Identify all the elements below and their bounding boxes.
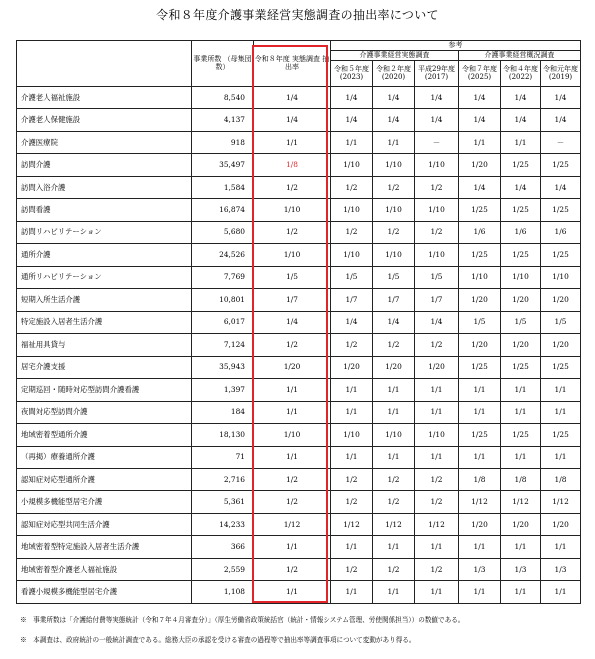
jittai-rate-cell: 1/10	[373, 424, 415, 446]
facility-count-cell: 7,769	[192, 266, 254, 288]
facility-count-cell: 35,943	[192, 356, 254, 378]
table-row	[17, 131, 581, 153]
jittai-rate-cell: 1/2	[373, 558, 415, 580]
gaikyo-rate-cell: 1/6	[501, 221, 541, 243]
gaikyo-rate-cell: 1/10	[459, 266, 501, 288]
gaikyo-rate-cell: 1/4	[501, 87, 541, 109]
gaikyo-rate-cell: 1/5	[501, 311, 541, 333]
jittai-rate-cell: 1/2	[331, 491, 373, 513]
gaikyo-rate-cell: 1/12	[459, 491, 501, 513]
table-row	[17, 446, 581, 468]
page-title: 令和８年度介護事業経営実態調査の抽出率について	[156, 8, 439, 22]
jittai-rate-cell: 1/1	[373, 581, 415, 604]
jittai-rate-cell: 1/4	[415, 109, 459, 131]
service-name-cell: 定期巡回・随時対応型訪問介護看護	[17, 379, 192, 401]
gaikyo-rate-cell: 1/25	[541, 356, 581, 378]
facility-count-cell: 366	[192, 536, 254, 558]
jittai-rate-cell: 1/2	[415, 334, 459, 356]
table-row	[17, 401, 581, 423]
jittai-rate-cell: 1/1	[331, 379, 373, 401]
gaikyo-rate-cell: 1/25	[501, 154, 541, 176]
facility-count-cell: 2,716	[192, 468, 254, 490]
header-gaikyo-survey: 介護事業経営概況調査	[459, 51, 581, 61]
gaikyo-rate-cell: 1/25	[541, 199, 581, 221]
service-name-cell: 通所リハビリテーション	[17, 266, 192, 288]
gaikyo-rate-cell: 1/4	[459, 109, 501, 131]
jittai-rate-cell: 1/1	[373, 379, 415, 401]
gaikyo-rate-cell: 1/1	[501, 581, 541, 604]
jittai-rate-cell: 1/1	[373, 131, 415, 153]
jittai-rate-cell: 1/1	[373, 536, 415, 558]
table-row	[17, 221, 581, 243]
gaikyo-rate-cell: 1/3	[459, 558, 501, 580]
jittai-rate-cell: 1/4	[331, 87, 373, 109]
jittai-rate-cell: 1/2	[331, 468, 373, 490]
jittai-rate-cell: 1/1	[415, 401, 459, 423]
r8-rate-cell: 1/4	[254, 87, 331, 109]
r8-rate-cell: 1/20	[254, 356, 331, 378]
facility-count-cell: 10,801	[192, 289, 254, 311]
gaikyo-rate-cell: 1/4	[459, 87, 501, 109]
r8-rate-cell: 1/1	[254, 581, 331, 604]
header-gaikyo-year: 令和４年度 (2022)	[501, 61, 541, 87]
jittai-rate-cell: 1/1	[415, 581, 459, 604]
r8-rate-cell: 1/10	[254, 424, 331, 446]
gaikyo-rate-cell: 1/3	[501, 558, 541, 580]
jittai-rate-cell: 1/4	[331, 109, 373, 131]
gaikyo-rate-cell: 1/1	[459, 401, 501, 423]
r8-rate-cell: 1/4	[254, 311, 331, 333]
table-row	[17, 154, 581, 176]
jittai-rate-cell: 1/10	[415, 199, 459, 221]
jittai-rate-cell: 1/5	[373, 266, 415, 288]
jittai-rate-cell: 1/4	[373, 87, 415, 109]
service-name-cell: （再掲）療養通所介護	[17, 446, 192, 468]
jittai-rate-cell: 1/10	[373, 199, 415, 221]
r8-rate-cell: 1/2	[254, 558, 331, 580]
table-row	[17, 558, 581, 580]
r8-rate-cell: 1/5	[254, 266, 331, 288]
gaikyo-rate-cell: 1/20	[541, 289, 581, 311]
facility-count-cell: 5,680	[192, 221, 254, 243]
jittai-rate-cell: 1/2	[373, 176, 415, 198]
facility-count-cell: 6,017	[192, 311, 254, 333]
facility-count-cell: 7,124	[192, 334, 254, 356]
jittai-rate-cell: 1/2	[331, 558, 373, 580]
gaikyo-rate-cell: 1/25	[541, 244, 581, 266]
gaikyo-rate-cell: 1/1	[541, 379, 581, 401]
jittai-rate-cell: 1/2	[331, 221, 373, 243]
jittai-rate-cell: 1/7	[331, 289, 373, 311]
jittai-rate-cell: 1/1	[415, 446, 459, 468]
service-name-cell: 介護医療院	[17, 131, 192, 153]
facility-count-cell: 1,108	[192, 581, 254, 604]
service-name-cell: 通所介護	[17, 244, 192, 266]
table-row	[17, 468, 581, 490]
jittai-rate-cell: 1/5	[415, 266, 459, 288]
sampling-rate-table	[16, 40, 581, 604]
jittai-rate-cell: 1/2	[373, 468, 415, 490]
gaikyo-rate-cell: 1/25	[459, 199, 501, 221]
jittai-rate-cell: 1/1	[415, 379, 459, 401]
table-row	[17, 199, 581, 221]
facility-count-cell: 16,874	[192, 199, 254, 221]
gaikyo-rate-cell: 1/1	[459, 379, 501, 401]
jittai-rate-cell: 1/2	[415, 176, 459, 198]
facility-count-cell: 184	[192, 401, 254, 423]
gaikyo-rate-cell: 1/1	[501, 379, 541, 401]
jittai-rate-cell: 1/7	[415, 289, 459, 311]
facility-count-cell: 2,559	[192, 558, 254, 580]
gaikyo-rate-cell: 1/1	[501, 131, 541, 153]
gaikyo-rate-cell: 1/1	[541, 536, 581, 558]
jittai-rate-cell: 1/10	[373, 154, 415, 176]
header-jittai-survey: 介護事業経営実態調査	[331, 51, 459, 61]
gaikyo-rate-cell: 1/20	[541, 513, 581, 535]
jittai-rate-cell: 1/2	[415, 558, 459, 580]
gaikyo-rate-cell: 1/5	[459, 311, 501, 333]
table-row	[17, 536, 581, 558]
gaikyo-rate-cell: 1/25	[501, 199, 541, 221]
service-name-cell: 福祉用具貸与	[17, 334, 192, 356]
service-name-cell: 居宅介護支援	[17, 356, 192, 378]
r8-rate-cell: 1/1	[254, 379, 331, 401]
table-row	[17, 289, 581, 311]
table-body	[17, 87, 581, 604]
gaikyo-rate-cell: 1/4	[501, 176, 541, 198]
facility-count-cell: 14,233	[192, 513, 254, 535]
facility-count-cell: 18,130	[192, 424, 254, 446]
gaikyo-rate-cell: 1/20	[501, 334, 541, 356]
jittai-rate-cell: 1/2	[373, 221, 415, 243]
jittai-rate-cell: 1/1	[415, 536, 459, 558]
gaikyo-rate-cell: 1/1	[459, 581, 501, 604]
gaikyo-rate-cell: 1/6	[541, 221, 581, 243]
gaikyo-rate-cell: 1/8	[541, 468, 581, 490]
r8-rate-cell: 1/2	[254, 176, 331, 198]
jittai-rate-cell: 1/10	[415, 244, 459, 266]
jittai-rate-cell: 1/10	[331, 154, 373, 176]
jittai-rate-cell: 1/10	[331, 424, 373, 446]
gaikyo-rate-cell: 1/1	[459, 131, 501, 153]
gaikyo-rate-cell: 1/1	[541, 401, 581, 423]
jittai-rate-cell: 1/10	[415, 154, 459, 176]
gaikyo-rate-cell: 1/25	[541, 424, 581, 446]
service-name-cell: 訪問入浴介護	[17, 176, 192, 198]
gaikyo-rate-cell: 1/25	[459, 244, 501, 266]
gaikyo-rate-cell: 1/20	[459, 154, 501, 176]
table-row	[17, 334, 581, 356]
service-name-cell: 介護老人福祉施設	[17, 87, 192, 109]
table-row	[17, 424, 581, 446]
r8-rate-cell: 1/12	[254, 513, 331, 535]
jittai-rate-cell: 1/4	[373, 311, 415, 333]
jittai-rate-cell: 1/10	[373, 244, 415, 266]
jittai-rate-cell: 1/2	[373, 491, 415, 513]
facility-count-cell: 1,584	[192, 176, 254, 198]
jittai-rate-cell: 1/4	[373, 109, 415, 131]
table-row	[17, 87, 581, 109]
jittai-rate-cell: 1/12	[415, 513, 459, 535]
header-r8-sampling-rate: 令和８年度 実態調査 抽出率	[254, 41, 331, 87]
table-row	[17, 311, 581, 333]
gaikyo-rate-cell: 1/3	[541, 558, 581, 580]
jittai-rate-cell: －	[415, 131, 459, 153]
table-row	[17, 491, 581, 513]
footnote: ※ 事業所数は「介護給付費等実態統計（令和７年４月審査分）」（厚生労働省政策統括官（統計・情報システム管理、労使関係担当））の数値である。	[20, 616, 465, 624]
facility-count-cell: 4,137	[192, 109, 254, 131]
jittai-rate-cell: 1/20	[373, 356, 415, 378]
gaikyo-rate-cell: 1/25	[541, 154, 581, 176]
gaikyo-rate-cell: 1/25	[501, 356, 541, 378]
jittai-rate-cell: 1/10	[331, 199, 373, 221]
service-name-cell: 地域密着型通所介護	[17, 424, 192, 446]
table-row	[17, 266, 581, 288]
facility-count-cell: 8,540	[192, 87, 254, 109]
jittai-rate-cell: 1/10	[415, 424, 459, 446]
service-name-cell: 看護小規模多機能型居宅介護	[17, 581, 192, 604]
r8-rate-cell: 1/10	[254, 244, 331, 266]
facility-count-cell: 24,526	[192, 244, 254, 266]
gaikyo-rate-cell: 1/1	[541, 581, 581, 604]
table-row	[17, 379, 581, 401]
jittai-rate-cell: 1/2	[373, 334, 415, 356]
jittai-rate-cell: 1/2	[415, 221, 459, 243]
header-jittai-year: 平成29年度 (2017)	[415, 61, 459, 87]
r8-rate-cell: 1/1	[254, 446, 331, 468]
gaikyo-rate-cell: 1/5	[541, 311, 581, 333]
table-row	[17, 109, 581, 131]
jittai-rate-cell: 1/12	[331, 513, 373, 535]
jittai-rate-cell: 1/2	[331, 334, 373, 356]
gaikyo-rate-cell: 1/4	[541, 176, 581, 198]
header-jittai-year: 令和５年度 (2023)	[331, 61, 373, 87]
facility-count-cell: 1,397	[192, 379, 254, 401]
header-service-name	[17, 41, 192, 87]
facility-count-cell: 71	[192, 446, 254, 468]
table-row	[17, 176, 581, 198]
jittai-rate-cell: 1/4	[415, 87, 459, 109]
service-name-cell: 訪問看護	[17, 199, 192, 221]
service-name-cell: 認知症対応型通所介護	[17, 468, 192, 490]
r8-rate-cell: 1/10	[254, 199, 331, 221]
jittai-rate-cell: 1/1	[373, 446, 415, 468]
service-name-cell: 地域密着型特定施設入居者生活介護	[17, 536, 192, 558]
gaikyo-rate-cell: 1/1	[501, 446, 541, 468]
jittai-rate-cell: 1/1	[331, 581, 373, 604]
gaikyo-rate-cell: 1/1	[541, 446, 581, 468]
gaikyo-rate-cell: 1/20	[459, 289, 501, 311]
gaikyo-rate-cell: 1/6	[459, 221, 501, 243]
table-row	[17, 244, 581, 266]
r8-rate-cell: 1/2	[254, 334, 331, 356]
service-name-cell: 訪問介護	[17, 154, 192, 176]
jittai-rate-cell: 1/2	[415, 491, 459, 513]
jittai-rate-cell: 1/2	[415, 468, 459, 490]
r8-rate-cell: 1/2	[254, 221, 331, 243]
r8-rate-cell: 1/2	[254, 491, 331, 513]
service-name-cell: 短期入所生活介護	[17, 289, 192, 311]
gaikyo-rate-cell: 1/25	[501, 244, 541, 266]
gaikyo-rate-cell: 1/20	[501, 513, 541, 535]
gaikyo-rate-cell: 1/20	[459, 334, 501, 356]
gaikyo-rate-cell: 1/8	[459, 468, 501, 490]
gaikyo-rate-cell: 1/8	[501, 468, 541, 490]
gaikyo-rate-cell: 1/1	[501, 401, 541, 423]
service-name-cell: 小規模多機能型居宅介護	[17, 491, 192, 513]
jittai-rate-cell: 1/12	[373, 513, 415, 535]
r8-rate-cell: 1/7	[254, 289, 331, 311]
gaikyo-rate-cell: 1/1	[459, 536, 501, 558]
gaikyo-rate-cell: 1/4	[501, 109, 541, 131]
gaikyo-rate-cell: 1/12	[541, 491, 581, 513]
gaikyo-rate-cell: 1/1	[459, 446, 501, 468]
facility-count-cell: 918	[192, 131, 254, 153]
r8-rate-cell: 1/1	[254, 131, 331, 153]
facility-count-cell: 35,497	[192, 154, 254, 176]
gaikyo-rate-cell: －	[541, 131, 581, 153]
jittai-rate-cell: 1/7	[373, 289, 415, 311]
jittai-rate-cell: 1/5	[331, 266, 373, 288]
gaikyo-rate-cell: 1/25	[501, 424, 541, 446]
table-row	[17, 356, 581, 378]
jittai-rate-cell: 1/10	[331, 244, 373, 266]
jittai-rate-cell: 1/1	[331, 131, 373, 153]
r8-rate-cell: 1/4	[254, 109, 331, 131]
gaikyo-rate-cell: 1/25	[459, 424, 501, 446]
gaikyo-rate-cell: 1/20	[501, 289, 541, 311]
jittai-rate-cell: 1/2	[331, 176, 373, 198]
service-name-cell: 介護老人保健施設	[17, 109, 192, 131]
gaikyo-rate-cell: 1/20	[459, 513, 501, 535]
gaikyo-rate-cell: 1/4	[541, 87, 581, 109]
gaikyo-rate-cell: 1/10	[501, 266, 541, 288]
header-gaikyo-year: 令和元年度 (2019)	[541, 61, 581, 87]
header-jittai-year: 令和２年度 (2020)	[373, 61, 415, 87]
jittai-rate-cell: 1/4	[331, 311, 373, 333]
gaikyo-rate-cell: 1/10	[541, 266, 581, 288]
gaikyo-rate-cell: 1/20	[541, 334, 581, 356]
service-name-cell: 夜間対応型訪問介護	[17, 401, 192, 423]
jittai-rate-cell: 1/1	[373, 401, 415, 423]
jittai-rate-cell: 1/1	[331, 536, 373, 558]
table-row	[17, 513, 581, 535]
jittai-rate-cell: 1/4	[415, 311, 459, 333]
jittai-rate-cell: 1/1	[331, 446, 373, 468]
gaikyo-rate-cell: 1/25	[459, 356, 501, 378]
facility-count-cell: 5,361	[192, 491, 254, 513]
header-facility-count: 事業所数 （母集団数）	[192, 41, 254, 87]
gaikyo-rate-cell: 1/12	[501, 491, 541, 513]
jittai-rate-cell: 1/1	[331, 401, 373, 423]
gaikyo-rate-cell: 1/1	[501, 536, 541, 558]
r8-rate-cell: 1/1	[254, 536, 331, 558]
service-name-cell: 訪問リハビリテーション	[17, 221, 192, 243]
header-gaikyo-year: 令和７年度 (2025)	[459, 61, 501, 87]
gaikyo-rate-cell: 1/4	[541, 109, 581, 131]
jittai-rate-cell: 1/20	[331, 356, 373, 378]
header-reference: 参考	[331, 41, 581, 51]
service-name-cell: 認知症対応型共同生活介護	[17, 513, 192, 535]
jittai-rate-cell: 1/20	[415, 356, 459, 378]
table-row	[17, 581, 581, 604]
service-name-cell: 地域密着型介護老人福祉施設	[17, 558, 192, 580]
gaikyo-rate-cell: 1/4	[459, 176, 501, 198]
r8-rate-cell: 1/2	[254, 468, 331, 490]
service-name-cell: 特定施設入居者生活介護	[17, 311, 192, 333]
r8-rate-cell: 1/1	[254, 401, 331, 423]
r8-rate-cell: 1/8	[254, 154, 331, 176]
footnote: ※ 本調査は、政府統計の一般統計調査である。総務大臣の承認を受ける審査の過程等で抽出率等調査事項について変動があり得る。	[20, 636, 416, 644]
